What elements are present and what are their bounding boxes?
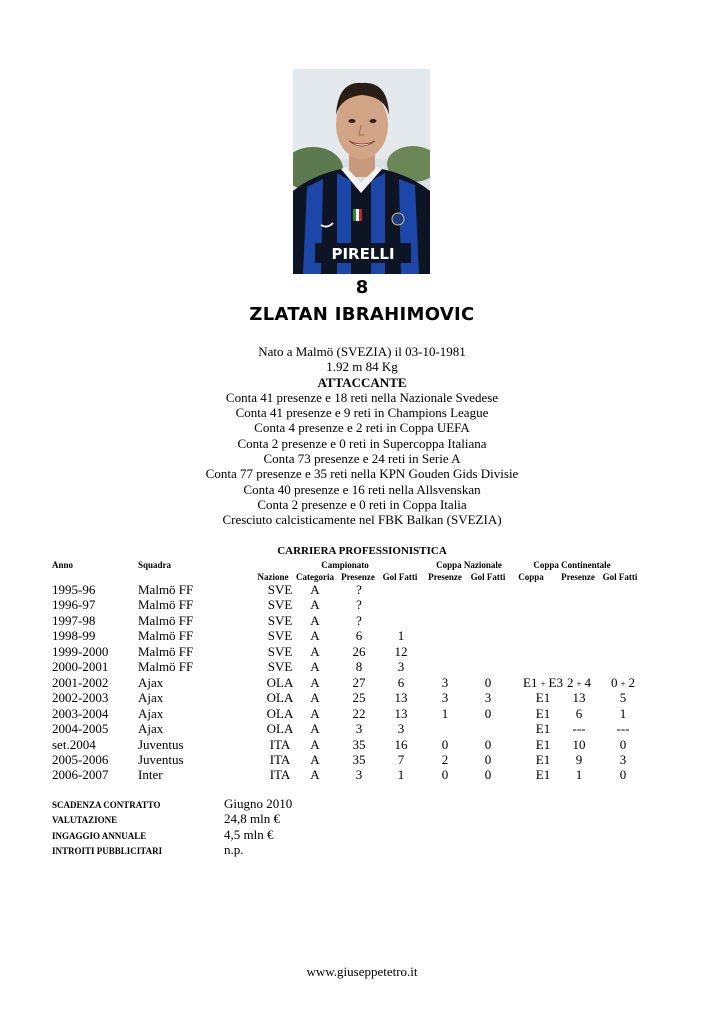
salary-value: 4,5 mln € <box>224 827 274 842</box>
player-photo <box>293 69 430 274</box>
cell-coppa: E1 <box>535 705 551 721</box>
cell-squadra: Malmö FF <box>138 597 194 613</box>
cell-coppa: E1 <box>535 767 551 783</box>
cell-presenze: ? <box>356 612 362 628</box>
header-anno: Anno <box>52 560 74 570</box>
cell-squadra: Ajax <box>138 674 164 690</box>
cell-cn-gol-fatti: 0 <box>484 767 492 783</box>
cell-coppa: E1 <box>535 721 551 737</box>
cell-gol-fatti: 1 <box>397 767 405 783</box>
valuation-value: 24,8 mln € <box>224 811 280 826</box>
cell-part: E1 <box>523 674 538 690</box>
cell-squadra: Malmö FF <box>138 659 194 675</box>
subheader-cc-presenze: Presenze <box>561 572 595 582</box>
cell-cc-gol-fatti <box>611 675 635 691</box>
sponsorship-label: INTROITI PUBBLICITARI <box>52 846 163 856</box>
cell-categoria: A <box>310 659 320 675</box>
cell-nazione: SVE <box>267 659 293 675</box>
contract-value: Giugno 2010 <box>224 796 293 811</box>
cell-categoria: A <box>310 751 320 767</box>
cell-cc-presenze: 10 <box>572 736 586 752</box>
cell-anno: 1998-99 <box>52 628 96 644</box>
cell-squadra: Malmö FF <box>138 643 194 659</box>
subheader-coppa: Coppa <box>518 572 544 582</box>
jersey-sponsor-text: PIRELLI <box>331 245 395 263</box>
cell-nazione: ITA <box>269 767 291 783</box>
cell-nazione: OLA <box>266 690 294 706</box>
cell-cc-gol-fatti: 3 <box>619 751 627 767</box>
cell-cc-presenze: 1 <box>575 767 583 783</box>
cell-nazione: SVE <box>267 612 293 628</box>
cell-nazione: ITA <box>269 736 291 752</box>
cell-part: 0 <box>610 674 618 690</box>
cell-categoria: A <box>310 582 320 597</box>
cell-cc-gol-fatti: 0 <box>619 736 627 752</box>
cell-squadra: Inter <box>138 767 163 783</box>
cell-gol-fatti: 16 <box>394 736 408 752</box>
cell-presenze: 6 <box>355 628 363 644</box>
cell-cc-gol-fatti: 5 <box>619 690 627 706</box>
cell-cn-presenze: 1 <box>441 705 449 721</box>
cell-coppa: E1 <box>535 736 551 752</box>
cell-nazione: SVE <box>267 628 293 644</box>
header-coppa-nazionale: Coppa Nazionale <box>436 560 502 570</box>
subheader-cn-presenze: Presenze <box>428 572 462 582</box>
cell-coppa: E1 <box>535 751 551 767</box>
cell-cc-presenze: 6 <box>575 705 583 721</box>
cell-categoria: A <box>310 705 320 721</box>
cell-gol-fatti: 13 <box>394 690 408 706</box>
cell-anno: 2006-2007 <box>52 767 109 783</box>
cell-gol-fatti: 6 <box>397 674 405 690</box>
cell-cn-gol-fatti: 0 <box>484 705 492 721</box>
cell-anno: set.2004 <box>52 736 96 752</box>
bio-line: Conta 4 presenze e 2 reti in Coppa UEFA <box>254 420 470 436</box>
cell-categoria: A <box>310 736 320 752</box>
cell-cc-presenze: 9 <box>575 751 583 767</box>
cell-coppa <box>523 675 563 691</box>
bio-line: Conta 73 presenze e 24 reti in Serie A <box>263 451 461 467</box>
subheader-gol-fatti: Gol Fatti <box>382 572 418 582</box>
cell-presenze: ? <box>356 597 362 613</box>
cell-anno: 2000-2001 <box>52 659 109 675</box>
bio-line: Conta 40 presenze e 16 reti nella Allsvenskan <box>243 481 481 497</box>
cell-coppa: E1 <box>535 690 551 706</box>
cell-nazione: SVE <box>267 597 293 613</box>
subheader-categoria: Categoria <box>296 572 334 582</box>
player-bio <box>0 344 724 528</box>
cell-cn-gol-fatti: 0 <box>484 736 492 752</box>
cell-presenze: 26 <box>352 643 366 659</box>
subheader-cc-gol-fatti: Gol Fatti <box>602 572 638 582</box>
header-campionato: Campionato <box>321 560 369 570</box>
subheader-cn-gol-fatti: Gol Fatti <box>470 572 506 582</box>
cell-squadra: Malmö FF <box>138 582 194 597</box>
cell-anno: 2005-2006 <box>52 751 109 767</box>
salary-label: INGAGGIO ANNUALE <box>52 831 147 841</box>
subheader-nazione: Nazione <box>257 572 289 582</box>
plus-separator: + <box>540 678 546 689</box>
cell-part: 4 <box>584 674 592 690</box>
cell-categoria: A <box>310 721 320 737</box>
cell-cn-presenze: 3 <box>441 690 449 706</box>
cell-gol-fatti: 3 <box>397 659 405 675</box>
cell-cn-gol-fatti: 0 <box>484 751 492 767</box>
cell-categoria: A <box>310 628 320 644</box>
cell-anno: 2003-2004 <box>52 705 109 721</box>
bio-line: Conta 77 presenze e 35 reti nella KPN Gouden Gids Divisie <box>205 466 519 482</box>
contract-label: SCADENZA CONTRATTO <box>52 800 161 810</box>
cell-nazione: OLA <box>266 674 294 690</box>
player-number: 8 <box>355 277 369 298</box>
sponsorship-value: n.p. <box>224 842 244 857</box>
cell-squadra: Ajax <box>138 690 164 706</box>
cell-cc-gol-fatti: 1 <box>619 705 627 721</box>
player-name: ZLATAN IBRAHIMOVIC <box>249 304 475 325</box>
cell-presenze: 35 <box>352 736 366 752</box>
valuation-label: VALUTAZIONE <box>52 815 118 825</box>
cell-nazione: ITA <box>269 751 291 767</box>
cell-nazione: OLA <box>266 705 294 721</box>
cell-categoria: A <box>310 690 320 706</box>
header-coppa-continentale: Coppa Continentale <box>533 560 611 570</box>
birth-info: Nato a Malmö (SVEZIA) il 03-10-1981 <box>258 344 466 359</box>
cell-squadra: Ajax <box>138 705 164 721</box>
plus-separator: + <box>620 678 626 689</box>
cell-cn-presenze: 3 <box>441 674 449 690</box>
cell-cc-gol-fatti: --- <box>616 721 630 737</box>
cell-cn-gol-fatti: 3 <box>484 690 492 706</box>
cell-presenze: 22 <box>352 705 366 721</box>
cell-presenze: 3 <box>355 767 363 783</box>
cell-squadra: Juventus <box>138 751 184 767</box>
cell-cn-gol-fatti: 0 <box>484 674 492 690</box>
cell-gol-fatti: 12 <box>394 643 408 659</box>
cell-cn-presenze: 0 <box>441 767 449 783</box>
cell-cc-presenze: 13 <box>572 690 586 706</box>
cell-presenze: 27 <box>352 674 366 690</box>
bio-line: Conta 41 presenze e 18 reti nella Nazionale Svedese <box>225 389 499 405</box>
bio-line: Cresciuto calcisticamente nel FBK Balkan (SVEZIA) <box>222 512 502 528</box>
cell-squadra: Malmö FF <box>138 612 194 628</box>
cell-part: 2 <box>628 674 636 690</box>
cell-nazione: SVE <box>267 643 293 659</box>
cell-part: 2 <box>566 674 574 690</box>
physical-info: 1.92 m 84 Kg <box>326 359 398 375</box>
bio-line: Conta 41 presenze e 9 reti in Champions League <box>235 405 489 421</box>
cell-presenze: 8 <box>355 659 363 675</box>
cell-categoria: A <box>310 597 320 613</box>
cell-nazione: OLA <box>266 721 294 737</box>
cell-anno: 1996-97 <box>52 597 96 613</box>
cell-gol-fatti: 13 <box>394 705 408 721</box>
cell-anno: 2002-2003 <box>52 690 109 706</box>
cell-categoria: A <box>310 767 320 783</box>
subheader-presenze: Presenze <box>341 572 375 582</box>
footer-website: www.giuseppetetro.it <box>306 964 418 979</box>
cell-gol-fatti: 3 <box>397 721 405 737</box>
cell-nazione: SVE <box>267 582 293 597</box>
cell-squadra: Malmö FF <box>138 628 194 644</box>
cell-anno: 1999-2000 <box>52 643 109 659</box>
cell-gol-fatti: 1 <box>397 628 405 644</box>
cell-squadra: Juventus <box>138 736 184 752</box>
cell-presenze: 25 <box>352 690 366 706</box>
role: ATTACCANTE <box>317 374 407 390</box>
cell-presenze: ? <box>356 582 362 597</box>
header-squadra: Squadra <box>138 560 172 570</box>
cell-anno: 1995-96 <box>52 582 96 597</box>
cell-anno: 2004-2005 <box>52 721 109 737</box>
cell-categoria: A <box>310 674 320 690</box>
cell-anno: 2001-2002 <box>52 674 109 690</box>
cell-presenze: 35 <box>352 751 366 767</box>
career-title: CARRIERA PROFESSIONISTICA <box>277 545 447 557</box>
cell-cn-presenze: 2 <box>441 751 449 767</box>
cell-presenze: 3 <box>355 721 363 737</box>
cell-squadra: Ajax <box>138 721 164 737</box>
cell-anno: 1997-98 <box>52 612 96 628</box>
bio-line: Conta 2 presenze e 0 reti in Supercoppa Italiana <box>237 435 487 451</box>
cell-cn-presenze: 0 <box>441 736 449 752</box>
cell-categoria: A <box>310 612 320 628</box>
cell-gol-fatti: 7 <box>397 751 405 767</box>
cell-cc-presenze <box>567 675 591 691</box>
bio-line: Conta 2 presenze e 0 reti in Coppa Italia <box>257 496 467 512</box>
cell-cc-gol-fatti: 0 <box>619 767 627 783</box>
cell-categoria: A <box>310 643 320 659</box>
cell-cc-presenze: --- <box>572 721 586 737</box>
plus-separator: + <box>576 678 582 689</box>
cell-part: E3 <box>548 674 563 690</box>
